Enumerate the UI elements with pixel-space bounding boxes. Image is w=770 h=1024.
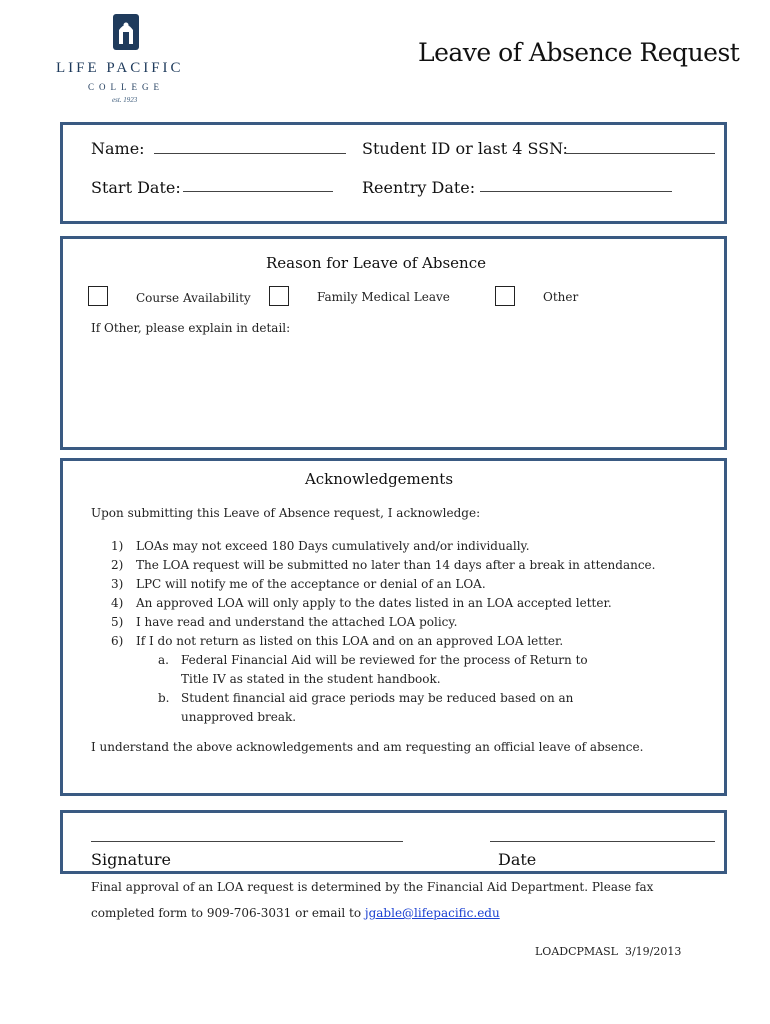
reentry-date-field[interactable]: [480, 191, 672, 192]
list-item: [91, 575, 691, 594]
logo-wordmark: LIFE PACIFIC: [56, 60, 184, 76]
list-item: [91, 556, 691, 575]
list-item-number: 4): [111, 596, 124, 610]
course-availability-label: Course Availability: [136, 291, 251, 305]
page-title: Leave of Absence Request: [418, 38, 740, 67]
sub-list-item: [136, 651, 601, 689]
other-explain-area[interactable]: [91, 342, 711, 438]
list-item: [91, 537, 691, 556]
signature-field[interactable]: [91, 841, 403, 842]
start-date-label: Start Date:: [91, 178, 181, 197]
signature-label: Signature: [91, 850, 172, 869]
list-item-text: I have read and understand the attached LOA policy.: [136, 615, 458, 629]
ack-heading-row: [0, 470, 770, 488]
ack-intro: Upon submitting this Leave of Absence request, I acknowledge:: [91, 506, 481, 520]
ack-list: [91, 537, 691, 727]
list-item-text: If I do not return as listed on this LOA and on an approved LOA letter.: [136, 634, 564, 648]
course-availability-checkbox[interactable]: [88, 286, 108, 306]
list-item-text: An approved LOA will only apply to the dates listed in an LOA accepted letter.: [136, 596, 612, 610]
list-item-number: 5): [111, 615, 124, 629]
list-item: [91, 594, 691, 613]
list-item-text: LOAs may not exceed 180 Days cumulatively and/or individually.: [136, 539, 530, 553]
ack-closing: I understand the above acknowledgements and am requesting an official leave of absence.: [91, 740, 644, 754]
family-medical-leave-label: Family Medical Leave: [317, 290, 450, 304]
contact-line: [91, 906, 500, 920]
sub-list-item-text: Student financial aid grace periods may be reduced based on an unapproved break.: [181, 691, 574, 724]
contact-text: completed form to 909-706-3031 or email to: [91, 906, 362, 920]
college-logo-icon: [113, 14, 139, 50]
student-info-section: [60, 122, 727, 224]
form-code: LOADCPMASL 3/19/2013: [535, 945, 682, 958]
sub-list-item: [136, 689, 601, 727]
other-checkbox[interactable]: [495, 286, 515, 306]
ack-sub-list: [136, 651, 691, 727]
approval-text: Final approval of an LOA request is determined by the Financial Aid Department. Please fax: [91, 880, 654, 894]
student-id-label: Student ID or last 4 SSN:: [362, 139, 568, 158]
reentry-date-label: Reentry Date:: [362, 178, 476, 197]
ack-heading: Acknowledgements: [304, 470, 454, 488]
start-date-field[interactable]: [183, 191, 333, 192]
sub-list-item-text: Federal Financial Aid will be reviewed for the process of Return to Title IV as stated in the student handbook.: [181, 653, 588, 686]
list-item-number: 6): [111, 634, 124, 648]
list-item-number: 2): [111, 558, 124, 572]
student-id-field[interactable]: [565, 153, 715, 154]
name-field[interactable]: [154, 153, 346, 154]
list-item-number: 1): [111, 539, 124, 553]
date-field[interactable]: [490, 841, 715, 842]
other-label: Other: [543, 290, 579, 304]
list-item: [91, 613, 691, 632]
list-item-text: The LOA request will be submitted no later than 14 days after a break in attendance.: [136, 558, 656, 572]
date-label: Date: [498, 850, 537, 869]
logo-established: est. 1923: [112, 96, 138, 104]
logo-college-text: COLLEGE: [88, 82, 164, 92]
name-label: Name:: [91, 139, 145, 158]
reason-heading: [0, 254, 770, 272]
sub-list-item-letter: b.: [158, 691, 170, 705]
reason-heading-text: Reason for Leave of Absence: [266, 254, 486, 272]
family-medical-leave-checkbox[interactable]: [269, 286, 289, 306]
sub-list-item-letter: a.: [158, 653, 169, 667]
other-explain-prompt: If Other, please explain in detail:: [91, 321, 291, 335]
list-item-text: LPC will notify me of the acceptance or denial of an LOA.: [136, 577, 486, 591]
list-item: [91, 632, 691, 727]
email-link[interactable]: jgable@lifepacific.edu: [364, 906, 500, 920]
list-item-number: 3): [111, 577, 124, 591]
